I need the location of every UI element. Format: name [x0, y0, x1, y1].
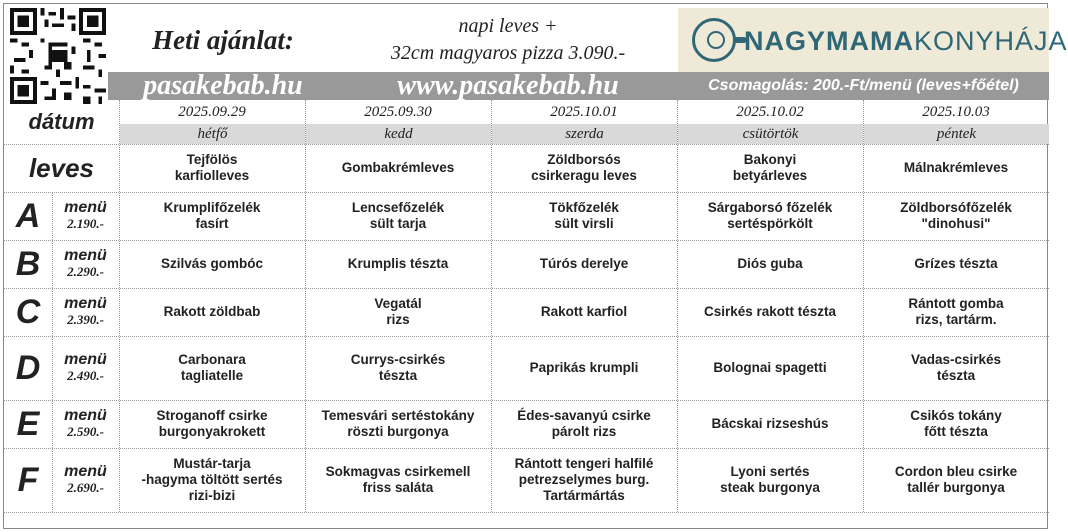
day-date-line: 2025.10.01 — [550, 103, 618, 120]
dish-cell — [863, 240, 1049, 288]
dish-cell-line: rizi-bizi — [188, 488, 236, 503]
dish-cell-line: Szilvás gombóc — [160, 256, 264, 271]
menu-letter-line: D — [15, 348, 41, 387]
day-date — [491, 100, 677, 124]
dish-cell — [491, 336, 677, 400]
dish-cell-line: Grízes tészta — [914, 256, 998, 271]
day-name — [492, 124, 677, 144]
dish-cell-line: Paprikás krumpli — [529, 360, 639, 375]
grid-line — [863, 100, 864, 512]
dish-cell-line: Diós guba — [737, 256, 803, 271]
website-banner-left[interactable]: pasakebab.hu — [108, 72, 338, 100]
dish-cell-line: "dinohusi" — [921, 216, 991, 231]
dish-cell — [863, 400, 1049, 448]
dish-cell-line: steak burgonya — [720, 480, 820, 495]
grid-line — [4, 288, 1049, 289]
dish-cell — [677, 400, 863, 448]
dish-cell-line: Lyoni sertés — [730, 464, 810, 479]
dish-cell-line: Currys-csirkés — [350, 352, 446, 367]
menu-letter — [4, 448, 52, 512]
leves-label-line: leves — [28, 152, 95, 183]
menu-price: 2.190.- — [67, 216, 104, 231]
dish-cell-line: burgonyakrokett — [158, 424, 266, 439]
dish-cell — [491, 288, 677, 336]
dish-cell-line: Vadas-csirkés — [910, 352, 1002, 367]
menu-label: menü — [64, 463, 107, 480]
dish-cell-line: Rakott karfiol — [540, 304, 628, 319]
dish-cell-line: Bolognai spagetti — [713, 360, 827, 375]
menu-letter-line: F — [17, 460, 39, 499]
soup-cell-line: Gombakrémleves — [341, 160, 455, 175]
dish-cell-line: fasírt — [195, 216, 229, 231]
logo-brand-light: KONYHÁJA — [914, 26, 1068, 56]
dish-cell — [305, 448, 491, 512]
weekly-offer-label: Heti ajánlat: — [152, 24, 294, 55]
grid-line — [119, 100, 120, 512]
dish-cell — [863, 336, 1049, 400]
logo-brand-text — [744, 26, 1068, 57]
day-name-line: péntek — [936, 125, 977, 142]
soup-cell-line: Bakonyi — [743, 152, 797, 167]
dish-cell — [491, 400, 677, 448]
menu-letter — [4, 288, 52, 336]
dish-cell-line: tészta — [936, 368, 976, 383]
day-name-line: csütörtök — [742, 125, 799, 142]
menu-letter — [4, 336, 52, 400]
menu-letter-line: E — [16, 404, 40, 443]
menu-label: menü — [64, 351, 107, 368]
dish-cell — [863, 192, 1049, 240]
dish-cell — [677, 240, 863, 288]
menu-label: menü — [64, 247, 107, 264]
dish-cell — [305, 240, 491, 288]
menu-letter — [4, 240, 52, 288]
dish-cell — [119, 336, 305, 400]
menu-letter — [4, 400, 52, 448]
dish-cell-line: Túrós derelye — [539, 256, 629, 271]
dish-cell — [119, 448, 305, 512]
dish-cell-line: rizs — [386, 312, 410, 327]
menu-sheet — [3, 3, 1068, 529]
day-name — [120, 124, 305, 144]
grid-line — [305, 100, 306, 512]
dish-cell — [677, 192, 863, 240]
grid-line — [4, 144, 1049, 145]
dish-cell-line: Rakott zöldbab — [163, 304, 261, 319]
dish-cell-line: sült tarja — [369, 216, 427, 231]
dish-cell — [491, 240, 677, 288]
dish-cell — [491, 192, 677, 240]
menu-price: 2.490.- — [67, 368, 104, 383]
menu-label-cell — [52, 192, 119, 240]
offer-line-2: 32cm magyaros pizza 3.090.- — [390, 42, 626, 64]
day-name-line: hétfő — [197, 125, 228, 142]
grid-line — [677, 100, 678, 512]
menu-label: menü — [64, 407, 107, 424]
soup-cell — [863, 144, 1049, 192]
soup-cell-line: karfiolleves — [174, 168, 250, 183]
grid-line — [4, 192, 1049, 193]
dish-cell-line: Csirkés rakott tészta — [703, 304, 837, 319]
menu-letter-line: C — [15, 292, 41, 331]
dish-cell-line: Rántott gomba — [908, 296, 1004, 311]
dish-cell-line: Temesvári sertéstokány — [321, 408, 475, 423]
weekly-offer-text — [338, 8, 678, 72]
dish-cell-line: Lencsefőzelék — [351, 200, 445, 215]
dish-cell-line: Sárgaborsó főzelék — [707, 200, 833, 215]
day-date-line: 2025.10.03 — [922, 103, 990, 120]
grid-line — [4, 336, 1049, 337]
menu-letter — [4, 192, 52, 240]
dish-cell-line: Carbonara — [178, 352, 246, 367]
website-banner-center[interactable]: www.pasakebab.hu — [338, 72, 678, 100]
day-date — [119, 100, 305, 124]
menu-label-cell — [52, 336, 119, 400]
dish-cell-line: tallér burgonya — [907, 480, 1005, 495]
menu-label-cell — [52, 240, 119, 288]
dish-cell — [305, 400, 491, 448]
dish-cell — [677, 288, 863, 336]
dish-cell — [863, 448, 1049, 512]
dish-cell-line: sült virsli — [554, 216, 614, 231]
dish-cell-line: Mustár-tarja — [173, 456, 251, 471]
soup-cell-line: csirkeragu leves — [531, 168, 637, 183]
dish-cell-line: Sokmagvas csirkemell — [325, 464, 471, 479]
grid-line — [4, 240, 1049, 241]
dish-cell — [119, 400, 305, 448]
day-name — [864, 124, 1049, 144]
day-date — [863, 100, 1049, 124]
dish-cell — [863, 288, 1049, 336]
dish-cell-line: Cordon bleu csirke — [894, 464, 1018, 479]
dish-cell-line: Zöldborsófőzelék — [900, 200, 1012, 215]
soup-cell-line: Málnakrémleves — [903, 160, 1009, 175]
menu-letter-line: B — [15, 244, 41, 283]
dish-cell-line: friss saláta — [362, 480, 434, 495]
menu-label: menü — [64, 295, 107, 312]
dish-cell — [491, 448, 677, 512]
dish-cell-line: főtt tészta — [924, 424, 988, 439]
day-date — [305, 100, 491, 124]
leves-label — [4, 144, 119, 192]
dish-cell-line: Rántott tengeri halfilé — [514, 456, 654, 471]
dish-cell — [677, 448, 863, 512]
dish-cell-line: Stroganoff csirke — [156, 408, 268, 423]
dish-cell — [119, 240, 305, 288]
soup-cell — [305, 144, 491, 192]
dish-cell-line: Krumplifőzelék — [163, 200, 261, 215]
soup-cell-line: Zöldborsós — [547, 152, 621, 167]
dish-cell-line: Tökfőzelék — [549, 200, 619, 215]
day-date-line: 2025.10.02 — [736, 103, 804, 120]
dish-cell-line: Tartármártás — [543, 488, 625, 503]
dish-cell-line: párolt rizs — [551, 424, 617, 439]
datum-label-line: dátum — [28, 109, 95, 134]
dish-cell-line: Bácskai rizseshús — [711, 416, 829, 431]
menu-price: 2.290.- — [67, 264, 104, 279]
packaging-note: Csomagolás: 200.-Ft/menü (leves+főétel) — [678, 72, 1049, 100]
soup-cell — [677, 144, 863, 192]
menu-letter-line: A — [15, 196, 41, 235]
day-name — [678, 124, 863, 144]
day-name-line: szerda — [565, 125, 604, 142]
soup-cell-line: Tejfölös — [186, 152, 238, 167]
menu-label: menü — [64, 199, 107, 216]
dish-cell-line: Csikós tokány — [910, 408, 1002, 423]
day-date — [677, 100, 863, 124]
dish-cell-line: tagliatelle — [180, 368, 244, 383]
dish-cell — [305, 288, 491, 336]
day-name — [306, 124, 491, 144]
day-date-line: 2025.09.30 — [364, 103, 432, 120]
dish-cell — [119, 192, 305, 240]
dish-cell-line: rizs, tartárm. — [915, 312, 997, 327]
dish-cell — [119, 288, 305, 336]
datum-label — [4, 100, 119, 144]
dish-cell-line: sertéspörkölt — [727, 216, 813, 231]
soup-cell — [119, 144, 305, 192]
dish-cell-line: tészta — [378, 368, 418, 383]
day-date-line: 2025.09.29 — [178, 103, 246, 120]
dish-cell-line: Vegatál — [374, 296, 422, 311]
grid-line — [491, 100, 492, 512]
menu-label-cell — [52, 288, 119, 336]
dish-cell — [305, 336, 491, 400]
chef-pan-logo-icon — [692, 18, 736, 62]
dish-cell-line: Krumplis tészta — [347, 256, 449, 271]
soup-cell — [491, 144, 677, 192]
day-name-line: kedd — [384, 125, 413, 142]
logo-brand-bold: NAGYMAMA — [744, 26, 914, 56]
menu-label-cell — [52, 448, 119, 512]
menu-price: 2.390.- — [67, 312, 104, 327]
dish-cell — [305, 192, 491, 240]
soup-cell-line: betyárleves — [732, 168, 808, 183]
dish-cell-line: -hagyma töltött sertés — [141, 472, 283, 487]
grid-line — [4, 512, 1049, 513]
menu-price: 2.590.- — [67, 424, 104, 439]
restaurant-logo — [678, 8, 1068, 72]
qr-code-icon — [8, 8, 108, 104]
menu-price: 2.690.- — [67, 480, 104, 495]
grid-line — [4, 448, 1049, 449]
dish-cell-line: Édes-savanyú csirke — [517, 408, 651, 423]
grid-line — [4, 400, 1049, 401]
dish-cell — [677, 336, 863, 400]
dish-cell-line: petrezselymes burg. — [518, 472, 650, 487]
dish-cell-line: röszti burgonya — [347, 424, 449, 439]
offer-line-1: napi leves + — [458, 15, 558, 37]
menu-label-cell — [52, 400, 119, 448]
